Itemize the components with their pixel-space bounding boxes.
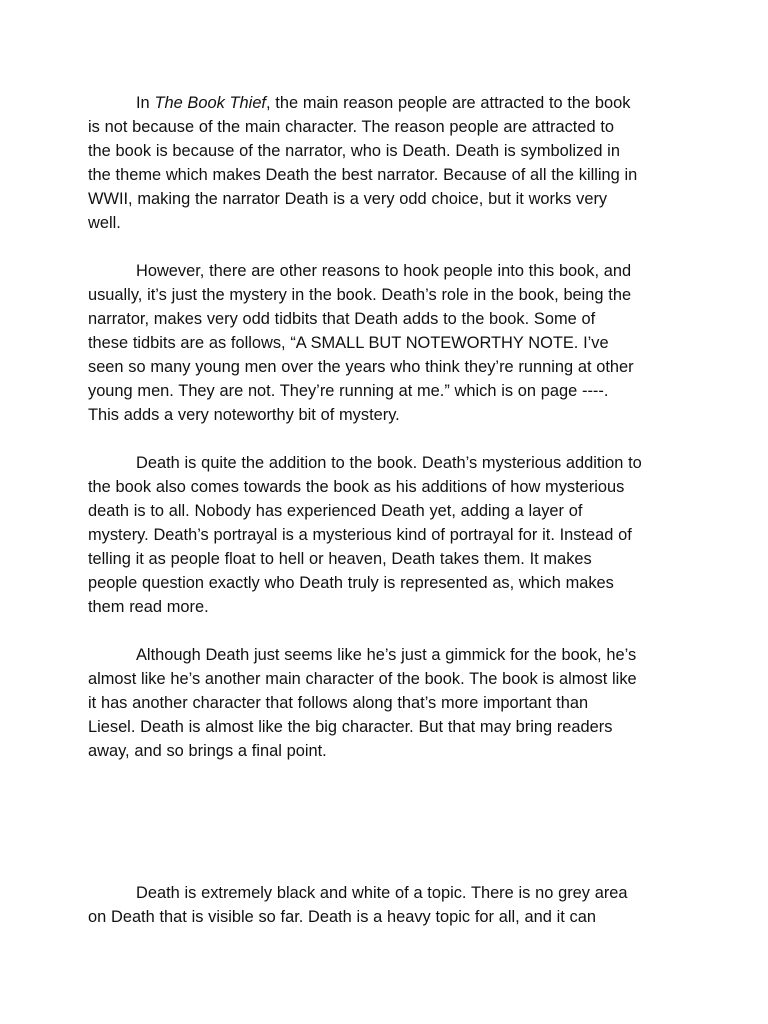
book-title-italic: The Book Thief (154, 94, 266, 112)
text-line (88, 211, 688, 235)
text-segment: them read more. (88, 598, 209, 616)
text-line (88, 691, 688, 715)
text-segment: the theme which makes Death the best narrator. Because of all the killing in (88, 166, 638, 184)
text-segment: However, there are other reasons to hook people into this book, and (136, 262, 632, 280)
text-line (88, 379, 688, 403)
paragraph-1 (88, 91, 688, 235)
text-segment: Although Death just seems like he’s just a gimmick for the book, he’s (136, 646, 637, 664)
text-segment: these tidbits are as follows, “A SMALL BUT NOTEWORTHY NOTE. I’ve (88, 334, 609, 352)
text-line (88, 139, 688, 163)
text-line (88, 499, 688, 523)
paragraph-5 (88, 881, 688, 929)
text-line (88, 307, 688, 331)
text-segment: Liesel. Death is almost like the big character. But that may bring readers (88, 718, 613, 736)
text-line (88, 905, 688, 929)
text-segment: narrator, makes very odd tidbits that Death adds to the book. Some of (88, 310, 596, 328)
text-segment: Death is quite the addition to the book. Death’s mysterious addition to (136, 454, 642, 472)
text-segment: well. (88, 214, 121, 232)
text-line (88, 331, 688, 355)
text-line (88, 571, 688, 595)
paragraph-3 (88, 451, 688, 619)
text-segment: death is to all. Nobody has experienced Death yet, adding a layer of (88, 502, 583, 520)
text-segment: is not because of the main character. The reason people are attracted to (88, 118, 615, 136)
text-line (88, 259, 688, 283)
text-segment: In (136, 94, 155, 112)
text-segment: people question exactly who Death truly is represented as, which makes (88, 574, 614, 592)
text-line (88, 715, 688, 739)
text-segment: mystery. Death’s portrayal is a mysterious kind of portrayal for it. Instead of (88, 526, 632, 544)
text-line (88, 115, 688, 139)
text-line (88, 547, 688, 571)
text-segment: young men. They are not. They’re running at me.” which is on page ----. (88, 382, 609, 400)
text-line (88, 739, 688, 763)
text-segment: usually, it’s just the mystery in the book. Death’s role in the book, being the (88, 286, 632, 304)
text-line (88, 881, 688, 905)
text-segment: Death is extremely black and white of a topic. There is no grey area (136, 884, 628, 902)
text-line (88, 595, 688, 619)
text-segment: away, and so brings a final point. (88, 742, 327, 760)
text-segment: the book is because of the narrator, who is Death. Death is symbolized in (88, 142, 620, 160)
text-line (88, 475, 688, 499)
text-segment: it has another character that follows along that’s more important than (88, 694, 589, 712)
text-segment: telling it as people float to hell or heaven, Death takes them. It makes (88, 550, 592, 568)
text-segment: on Death that is visible so far. Death is a heavy topic for all, and it can (88, 908, 596, 926)
paragraph-4 (88, 643, 688, 763)
text-segment: the book also comes towards the book as his additions of how mysterious (88, 478, 625, 496)
text-segment: , the main reason people are attracted to the book (266, 94, 631, 112)
text-line (88, 451, 688, 475)
text-line (88, 283, 688, 307)
text-line (88, 355, 688, 379)
text-segment: seen so many young men over the years who think they’re running at other (88, 358, 634, 376)
text-line (88, 667, 688, 691)
paragraph-2 (88, 259, 688, 427)
text-segment: WWII, making the narrator Death is a very odd choice, but it works very (88, 190, 608, 208)
text-line (88, 403, 688, 427)
text-line (88, 163, 688, 187)
text-line (88, 91, 688, 115)
text-segment: This adds a very noteworthy bit of mystery. (88, 406, 400, 424)
text-segment: almost like he’s another main character of the book. The book is almost like (88, 670, 637, 688)
text-line (88, 523, 688, 547)
text-line (88, 187, 688, 211)
text-line (88, 643, 688, 667)
